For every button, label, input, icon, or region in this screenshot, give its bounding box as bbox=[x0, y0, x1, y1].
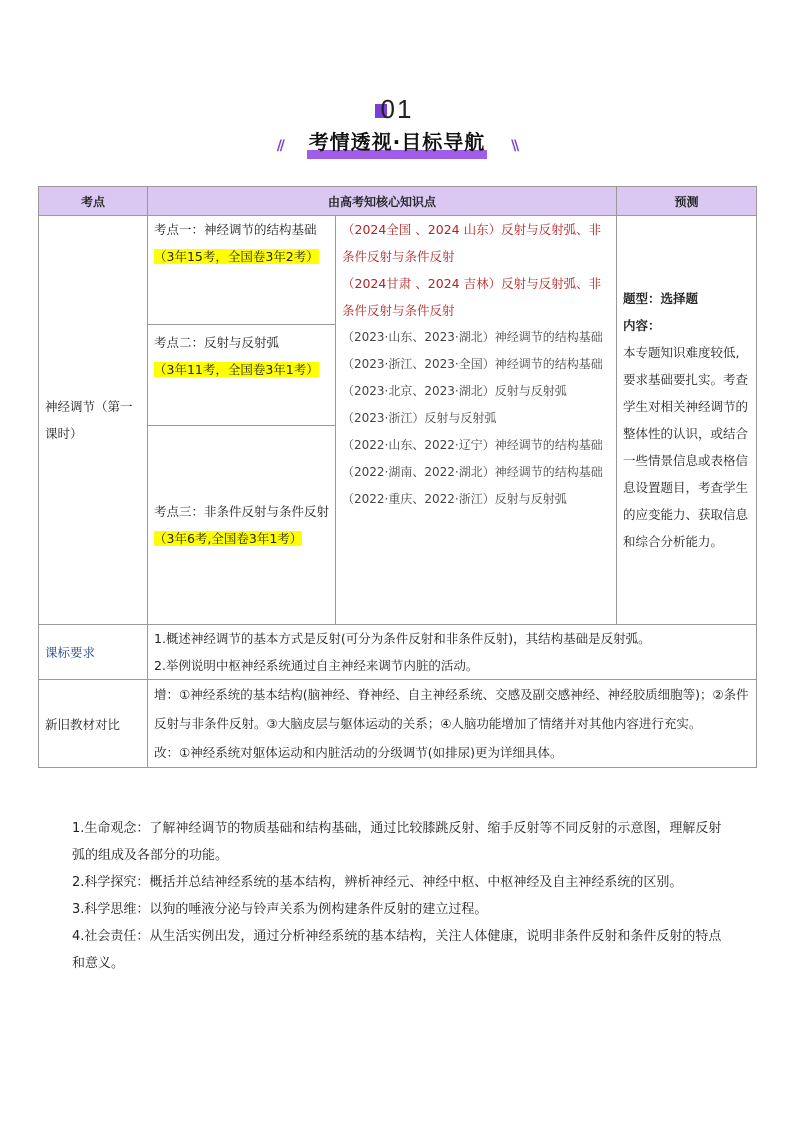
point-cell-1 bbox=[148, 216, 336, 325]
objective-item: 3.科学思维：以狗的唾液分泌与铃声关系为例构建条件反射的建立过程。 bbox=[72, 902, 488, 917]
objective-item: 4.社会责任：从生活实例出发，通过分析神经系统的基本结构，关注人体健康，说明非条件反射和条件反射的特点和意义。 bbox=[72, 929, 722, 971]
prediction-cell bbox=[617, 216, 757, 625]
point-cell-3 bbox=[148, 426, 336, 625]
comparison-change: 改：①神经系统对躯体运动和内脏活动的分级调节(如排尿)更为详细具体。 bbox=[154, 745, 563, 760]
objective-item: 2.科学探究：概括并总结神经系统的基本结构，辨析神经元、神经中枢、中枢神经及自主神经系统的区别。 bbox=[72, 875, 683, 890]
exam-item: （2023·浙江、2023·全国）神经调节的结构基础 bbox=[342, 357, 603, 371]
objective-item: 1.生命观念：了解神经调节的物质基础和结构基础，通过比较膝跳反射、缩手反射等不同反射的示意图，理解反射弧的组成及各部分的功能。 bbox=[72, 821, 722, 863]
exam-item: （2023·浙江）反射与反射弧 bbox=[342, 411, 497, 425]
curriculum-label-cell bbox=[39, 625, 148, 680]
learning-objectives bbox=[72, 815, 732, 977]
point-stat: （3年6考,全国卷3年1考） bbox=[154, 531, 303, 546]
prediction-content-label: 内容： bbox=[623, 318, 661, 333]
comparison-content-cell bbox=[148, 680, 757, 768]
slash-decoration-right: \\ bbox=[511, 138, 518, 154]
point-stat: （3年11考，全国卷3年1考） bbox=[154, 362, 319, 377]
table-row bbox=[39, 216, 757, 325]
header-topic: 考点 bbox=[39, 187, 148, 216]
point-name: 考点三：非条件反射与条件反射 bbox=[154, 504, 330, 519]
curriculum-item: 1.概述神经调节的基本方式是反射(可分为条件反射和非条件反射)，其结构基础是反射弧。 bbox=[154, 631, 651, 646]
comparison-row bbox=[39, 680, 757, 768]
curriculum-row bbox=[39, 625, 757, 680]
topic-text: 神经调节（第一课时） bbox=[45, 399, 133, 441]
exam-item: （2022·湖南、2022·湖北）神经调节的结构基础 bbox=[342, 465, 603, 479]
exam-item: （2023·北京、2023·湖北）反射与反射弧 bbox=[342, 384, 567, 398]
comparison-label: 新旧教材对比 bbox=[45, 716, 121, 732]
curriculum-content-cell bbox=[148, 625, 757, 680]
header-prediction: 预测 bbox=[617, 187, 757, 216]
prediction-content: 本专题知识难度较低,要求基础要扎实。考查学生对相关神经调节的整体性的认识，或结合一些情景信息或表格信息设置题目，考查学生的应变能力、获取信息和综合分析能力。 bbox=[623, 345, 749, 549]
slash-decoration-left: // bbox=[276, 138, 283, 154]
curriculum-label: 课标要求 bbox=[45, 645, 96, 660]
exam-item: （2022·山东、2022·辽宁）神经调节的结构基础 bbox=[342, 438, 603, 452]
section-title-text: 考情透视·目标导航 bbox=[308, 130, 486, 154]
exam-analysis-table bbox=[38, 186, 757, 768]
exam-item: （2022·重庆、2022·浙江）反射与反射弧 bbox=[342, 492, 567, 506]
point-stat: （3年15考，全国卷3年2考） bbox=[154, 249, 319, 264]
header-knowledge: 由高考知核心知识点 bbox=[148, 187, 617, 216]
exam-items-cell bbox=[336, 216, 617, 625]
exam-item: （2024甘肃 、2024 吉林）反射与反射弧、非条件反射与条件反射 bbox=[342, 276, 602, 318]
comparison-label-cell bbox=[39, 680, 148, 768]
section-number-text: 01 bbox=[380, 94, 414, 124]
point-cell-2 bbox=[148, 325, 336, 426]
prediction-type: 题型：选择题 bbox=[623, 291, 699, 306]
exam-item: （2024全国 、2024 山东）反射与反射弧、非条件反射与条件反射 bbox=[342, 222, 602, 264]
comparison-add: 增：①神经系统的基本结构(脑神经、脊神经、自主神经系统、交感及副交感神经、神经胶质细胞等)；②条件反射与非条件反射。③大脑皮层与躯体运动的关系；④人脑功能增加了情绪并对其他内容进行充实。 bbox=[154, 687, 749, 731]
curriculum-item: 2.举例说明中枢神经系统通过自主神经来调节内脏的活动。 bbox=[154, 658, 479, 673]
section-title-wrap bbox=[0, 126, 794, 161]
point-name: 考点一：神经调节的结构基础 bbox=[154, 222, 317, 237]
topic-cell bbox=[39, 216, 148, 625]
section-number-wrap bbox=[0, 94, 794, 125]
point-name: 考点二：反射与反射弧 bbox=[154, 335, 280, 350]
section-title bbox=[276, 126, 518, 161]
table-header-row bbox=[39, 187, 757, 216]
section-number bbox=[381, 94, 414, 125]
exam-item: （2023·山东、2023·湖北）神经调节的结构基础 bbox=[342, 330, 603, 344]
